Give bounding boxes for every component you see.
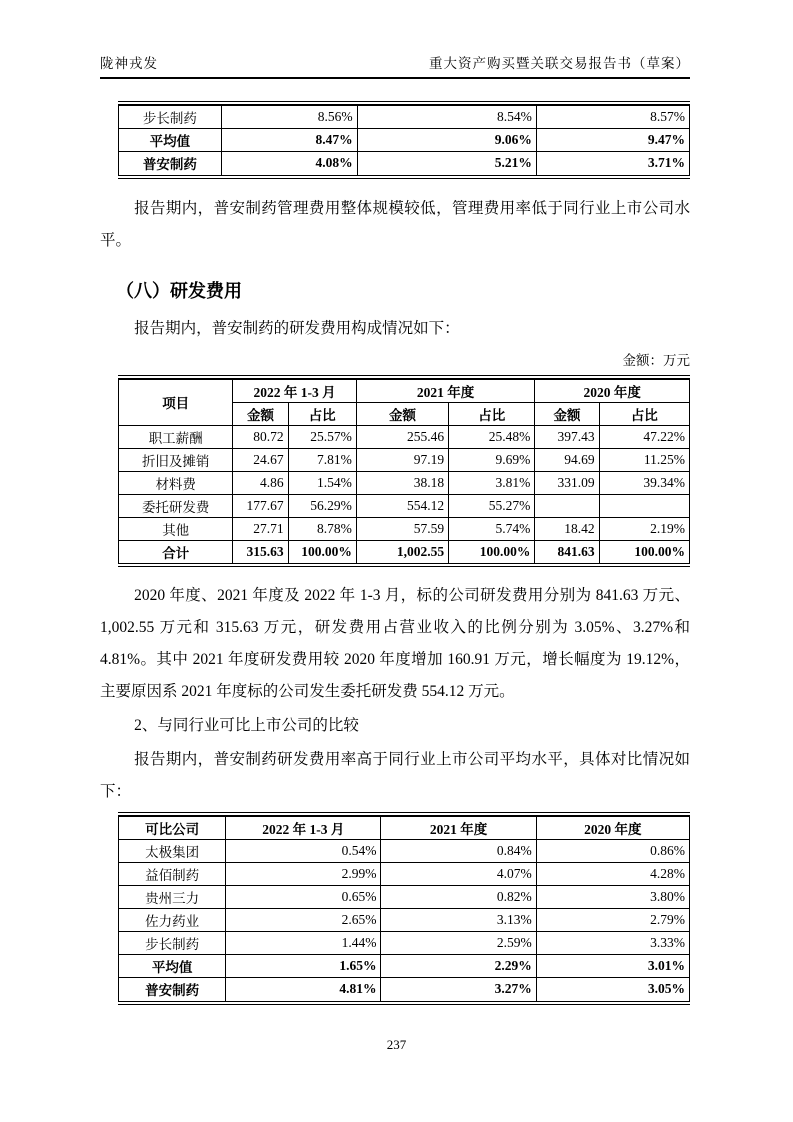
cell-value: 397.43 bbox=[535, 425, 599, 448]
cell-value: 8.57% bbox=[536, 106, 689, 129]
cell-value: 4.86 bbox=[233, 471, 288, 494]
table-row bbox=[119, 863, 690, 886]
cell-value: 8.47% bbox=[221, 129, 357, 152]
paragraph-comparison-intro: 报告期内，普安制药研发费用率高于同行业上市公司平均水平，具体对比情况如下： bbox=[100, 751, 690, 800]
cell-value: 4.07% bbox=[381, 863, 536, 886]
cell-value: 315.63 bbox=[233, 540, 288, 563]
cell-value: 25.57% bbox=[288, 425, 356, 448]
table-row bbox=[119, 471, 690, 494]
row-label: 步长制药 bbox=[119, 932, 226, 955]
cell-value: 55.27% bbox=[449, 494, 535, 517]
table-row bbox=[119, 129, 690, 152]
cell-value: 1.44% bbox=[226, 932, 381, 955]
row-label: 职工薪酬 bbox=[119, 425, 233, 448]
cell-value: 57.59 bbox=[356, 517, 448, 540]
cell-value: 3.27% bbox=[381, 978, 536, 1001]
row-label: 合计 bbox=[119, 540, 233, 563]
cell-value: 100.00% bbox=[599, 540, 689, 563]
cell-value: 255.46 bbox=[356, 425, 448, 448]
cell-value: 4.28% bbox=[536, 863, 689, 886]
page-header bbox=[100, 52, 690, 79]
cell-value: 0.86% bbox=[536, 840, 689, 863]
paragraph-rd-analysis: 2020 年度、2021 年度及 2022 年 1-3 月，标的公司研发费用分别为 841.63 万元、1,002.55 万元和 315.63 万元，研发费用占营业收入的比例分别为 3.05%、3.27%和 4.81%。其中 2021 年度研发费用较 2020 年度增加 160.91 万元，增长幅度为 19.12%，主要原因系 2021 年度标的公司发生委托研发费 554.12 万元。 bbox=[100, 587, 690, 700]
cell-value: 9.69% bbox=[449, 448, 535, 471]
section-heading-rd-expense: （八）研发费用 bbox=[116, 280, 242, 301]
row-label: 普安制药 bbox=[119, 978, 226, 1001]
row-label: 平均值 bbox=[119, 129, 222, 152]
cell-value: 18.42 bbox=[535, 517, 599, 540]
row-label: 材料费 bbox=[119, 471, 233, 494]
cell-value: 0.54% bbox=[226, 840, 381, 863]
row-label: 益佰制药 bbox=[119, 863, 226, 886]
cell-value: 56.29% bbox=[288, 494, 356, 517]
management-expense-ratio-table bbox=[118, 101, 690, 179]
column-group-2022: 2022 年 1-3 月 bbox=[233, 379, 356, 402]
cell-value: 100.00% bbox=[449, 540, 535, 563]
cell-value: 4.08% bbox=[221, 152, 357, 175]
table-row bbox=[119, 932, 690, 955]
rd-expense-composition-table bbox=[118, 375, 690, 568]
column-group-2020: 2020 年度 bbox=[535, 379, 690, 402]
cell-value: 3.80% bbox=[536, 886, 689, 909]
row-label: 平均值 bbox=[119, 955, 226, 978]
cell-value: 27.71 bbox=[233, 517, 288, 540]
table-row bbox=[119, 955, 690, 978]
cell-value: 25.48% bbox=[449, 425, 535, 448]
column-header-2022: 2022 年 1-3 月 bbox=[226, 817, 381, 840]
row-label: 其他 bbox=[119, 517, 233, 540]
column-header-2021: 2021 年度 bbox=[381, 817, 536, 840]
cell-value bbox=[599, 494, 689, 517]
table-row bbox=[119, 106, 690, 129]
cell-value: 94.69 bbox=[535, 448, 599, 471]
table-row bbox=[119, 886, 690, 909]
cell-value: 1,002.55 bbox=[356, 540, 448, 563]
table-row bbox=[119, 152, 690, 175]
subheader-amount-2020: 金额 bbox=[535, 402, 599, 425]
cell-value: 9.47% bbox=[536, 129, 689, 152]
cell-value: 8.78% bbox=[288, 517, 356, 540]
cell-value: 331.09 bbox=[535, 471, 599, 494]
subheader-amount-2021: 金额 bbox=[356, 402, 448, 425]
column-header-company: 可比公司 bbox=[119, 817, 226, 840]
cell-value: 0.84% bbox=[381, 840, 536, 863]
column-group-2021: 2021 年度 bbox=[356, 379, 535, 402]
cell-value: 100.00% bbox=[288, 540, 356, 563]
table-row bbox=[119, 517, 690, 540]
subheader-ratio-2021: 占比 bbox=[449, 402, 535, 425]
cell-value: 1.65% bbox=[226, 955, 381, 978]
cell-value: 24.67 bbox=[233, 448, 288, 471]
subheader-ratio-2020: 占比 bbox=[599, 402, 689, 425]
table-row bbox=[119, 448, 690, 471]
cell-value: 80.72 bbox=[233, 425, 288, 448]
row-label: 步长制药 bbox=[119, 106, 222, 129]
cell-value: 2.65% bbox=[226, 909, 381, 932]
cell-value: 8.56% bbox=[221, 106, 357, 129]
cell-value: 47.22% bbox=[599, 425, 689, 448]
cell-value: 5.74% bbox=[449, 517, 535, 540]
cell-value: 0.65% bbox=[226, 886, 381, 909]
table-row bbox=[119, 540, 690, 563]
row-label: 佐力药业 bbox=[119, 909, 226, 932]
cell-value: 39.34% bbox=[599, 471, 689, 494]
table-row bbox=[119, 494, 690, 517]
row-label: 折旧及摊销 bbox=[119, 448, 233, 471]
rd-expense-ratio-comparison-table bbox=[118, 812, 690, 1005]
subheader-ratio-2022: 占比 bbox=[288, 402, 356, 425]
cell-value: 1.54% bbox=[288, 471, 356, 494]
cell-value: 9.06% bbox=[357, 129, 536, 152]
row-label: 普安制药 bbox=[119, 152, 222, 175]
cell-value: 0.82% bbox=[381, 886, 536, 909]
cell-value: 2.59% bbox=[381, 932, 536, 955]
table-row bbox=[119, 909, 690, 932]
column-header-item: 项目 bbox=[119, 379, 233, 425]
cell-value: 2.79% bbox=[536, 909, 689, 932]
paragraph-rd-intro: 报告期内，普安制药的研发费用构成情况如下： bbox=[134, 319, 460, 337]
row-label: 贵州三力 bbox=[119, 886, 226, 909]
table-row bbox=[119, 978, 690, 1001]
cell-value: 2.29% bbox=[381, 955, 536, 978]
cell-value: 3.01% bbox=[536, 955, 689, 978]
cell-value: 7.81% bbox=[288, 448, 356, 471]
row-label: 委托研发费 bbox=[119, 494, 233, 517]
cell-value: 97.19 bbox=[356, 448, 448, 471]
unit-note: 金额：万元 bbox=[622, 352, 690, 368]
cell-value: 3.33% bbox=[536, 932, 689, 955]
cell-value: 2.19% bbox=[599, 517, 689, 540]
cell-value: 8.54% bbox=[357, 106, 536, 129]
cell-value: 4.81% bbox=[226, 978, 381, 1001]
cell-value bbox=[535, 494, 599, 517]
header-report-title: 重大资产购买暨关联交易报告书（草案） bbox=[429, 56, 690, 71]
cell-value: 11.25% bbox=[599, 448, 689, 471]
paragraph-management-expense: 报告期内，普安制药管理费用整体规模较低，管理费用率低于同行业上市公司水平。 bbox=[100, 199, 690, 249]
page-number: 237 bbox=[386, 1037, 407, 1052]
cell-value: 3.81% bbox=[449, 471, 535, 494]
cell-value: 3.13% bbox=[381, 909, 536, 932]
cell-value: 5.21% bbox=[357, 152, 536, 175]
cell-value: 38.18 bbox=[356, 471, 448, 494]
cell-value: 3.05% bbox=[536, 978, 689, 1001]
cell-value: 841.63 bbox=[535, 540, 599, 563]
cell-value: 554.12 bbox=[356, 494, 448, 517]
cell-value: 3.71% bbox=[536, 152, 689, 175]
column-header-2020: 2020 年度 bbox=[536, 817, 689, 840]
table-row bbox=[119, 840, 690, 863]
subsection-heading-comparison: 2、与同行业可比上市公司的比较 bbox=[134, 717, 359, 734]
subheader-amount-2022: 金额 bbox=[233, 402, 288, 425]
row-label: 太极集团 bbox=[119, 840, 226, 863]
table-row bbox=[119, 425, 690, 448]
cell-value: 2.99% bbox=[226, 863, 381, 886]
cell-value: 177.67 bbox=[233, 494, 288, 517]
header-company-name: 陇神戎发 bbox=[100, 56, 158, 71]
